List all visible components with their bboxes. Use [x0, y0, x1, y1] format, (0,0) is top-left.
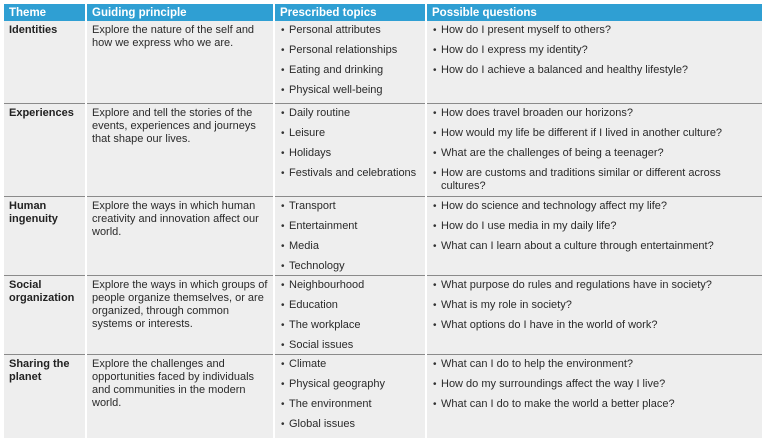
- bullet-icon: •: [281, 399, 285, 411]
- table-row: [4, 276, 762, 355]
- bullet-icon: •: [433, 127, 437, 139]
- header-possible-questions: Possible questions: [426, 4, 762, 21]
- questions-list: [432, 358, 757, 411]
- question-item-text: How do I express my identity?: [441, 44, 588, 56]
- question-item: [432, 299, 757, 312]
- topic-item-text: Transport: [289, 199, 336, 212]
- bullet-icon: •: [281, 147, 285, 159]
- table-row: [4, 355, 762, 438]
- bullet-icon: •: [433, 65, 437, 76]
- topic-item: [280, 127, 420, 140]
- possible-questions-cell: [426, 276, 762, 355]
- topic-item-text: Personal attributes: [289, 24, 381, 36]
- header-theme: Theme: [4, 4, 86, 21]
- topic-item-text: Festivals and celebrations: [289, 166, 417, 179]
- topic-item-text: Entertainment: [289, 219, 358, 232]
- bullet-icon: •: [281, 200, 285, 212]
- bullet-icon: •: [433, 25, 437, 36]
- theme-cell: Sharing the planet: [4, 355, 86, 438]
- bullet-icon: •: [281, 419, 285, 431]
- bullet-icon: •: [281, 107, 285, 119]
- guiding-principle-cell: Explore the nature of the self and how we express who we are.: [86, 21, 274, 103]
- questions-list: [432, 24, 757, 77]
- header-prescribed-topics: Prescribed topics: [274, 4, 426, 21]
- bullet-icon: •: [281, 359, 285, 371]
- question-item-text: How do I use media in my daily life?: [441, 219, 617, 232]
- topic-item: [280, 44, 420, 57]
- topic-item-text: Climate: [289, 358, 327, 371]
- bullet-icon: •: [433, 45, 437, 56]
- question-item-text: What can I learn about a culture through entertainment?: [441, 239, 714, 252]
- topic-item: [280, 220, 420, 233]
- bullet-icon: •: [281, 167, 285, 179]
- question-item-text: How do I achieve a balanced and healthy lifestyle?: [441, 64, 689, 76]
- bullet-icon: •: [433, 107, 437, 119]
- guiding-principle-cell: Explore the ways in which human creativity and innovation affect our world.: [86, 196, 274, 275]
- theme-cell: Social organization: [4, 276, 86, 355]
- bullet-icon: •: [281, 65, 285, 76]
- topic-item-text: Personal relationships: [289, 44, 398, 56]
- bullet-icon: •: [281, 260, 285, 272]
- questions-list: [432, 107, 757, 193]
- bullet-icon: •: [281, 127, 285, 139]
- prescribed-topics-cell: [274, 21, 426, 103]
- question-item-text: What can I do to make the world a better place?: [441, 398, 675, 411]
- question-item-text: How do I present myself to others?: [441, 24, 611, 36]
- header-row: [4, 4, 762, 21]
- topic-item: [280, 319, 420, 332]
- header-guiding-principle: Guiding principle: [86, 4, 274, 21]
- topic-item: [280, 147, 420, 160]
- table-row: [4, 103, 762, 196]
- question-item: [432, 24, 757, 37]
- table-body: [4, 21, 762, 438]
- topic-item-text: Holidays: [289, 146, 332, 159]
- question-item-text: How are customs and traditions similar or different across cultures?: [441, 166, 721, 192]
- topic-item: [280, 107, 420, 120]
- topic-item: [280, 378, 420, 391]
- topic-item: [280, 279, 420, 292]
- themes-table: [4, 4, 762, 438]
- questions-list: [432, 200, 757, 253]
- prescribed-topics-cell: [274, 355, 426, 438]
- bullet-icon: •: [433, 220, 437, 232]
- bullet-icon: •: [433, 200, 437, 212]
- prescribed-topics-cell: [274, 103, 426, 196]
- topic-item-text: Education: [289, 299, 338, 312]
- question-item: [432, 200, 757, 213]
- question-item-text: How would my life be different if I lived in another culture?: [441, 126, 723, 139]
- topic-item: [280, 24, 420, 37]
- topic-item-text: Media: [289, 239, 319, 252]
- topic-item-text: Social issues: [289, 339, 354, 352]
- topic-item: [280, 398, 420, 411]
- bullet-icon: •: [433, 359, 437, 371]
- question-item: [432, 279, 757, 292]
- guiding-principle-cell: Explore the ways in which groups of people organize themselves, or are organized, through common systems or interests.: [86, 276, 274, 355]
- topic-item-text: Daily routine: [289, 106, 351, 119]
- topic-item-text: Technology: [289, 259, 345, 272]
- topic-item: [280, 240, 420, 253]
- prescribed-topics-cell: [274, 196, 426, 275]
- question-item: [432, 127, 757, 140]
- topic-item-text: Global issues: [289, 418, 356, 431]
- topic-item: [280, 339, 420, 352]
- theme-cell: Identities: [4, 21, 86, 103]
- bullet-icon: •: [281, 300, 285, 312]
- table-row: [4, 21, 762, 103]
- topic-item: [280, 260, 420, 273]
- topic-item-text: Physical well-being: [289, 84, 383, 96]
- table-row: [4, 196, 762, 275]
- bullet-icon: •: [433, 147, 437, 159]
- table-header: [4, 4, 762, 21]
- bullet-icon: •: [281, 25, 285, 36]
- topic-item: [280, 64, 420, 77]
- guiding-principle-cell: Explore the challenges and opportunities faced by individuals and communities in the modern world.: [86, 355, 274, 438]
- bullet-icon: •: [281, 340, 285, 352]
- bullet-icon: •: [433, 379, 437, 391]
- bullet-icon: •: [281, 240, 285, 252]
- question-item-text: What can I do to help the environment?: [441, 358, 634, 371]
- possible-questions-cell: [426, 21, 762, 103]
- topic-item: [280, 200, 420, 213]
- topic-item: [280, 84, 420, 97]
- topic-item-text: Eating and drinking: [289, 64, 384, 76]
- question-item: [432, 44, 757, 57]
- bullet-icon: •: [433, 300, 437, 312]
- question-item: [432, 107, 757, 120]
- possible-questions-cell: [426, 196, 762, 275]
- bullet-icon: •: [433, 167, 437, 179]
- questions-list: [432, 279, 757, 332]
- question-item-text: How do science and technology affect my life?: [441, 199, 668, 212]
- bullet-icon: •: [433, 320, 437, 332]
- topic-item-text: Leisure: [289, 126, 326, 139]
- bullet-icon: •: [281, 85, 285, 96]
- question-item: [432, 64, 757, 77]
- guiding-principle-cell: Explore and tell the stories of the events, experiences and journeys that shape our lives.: [86, 103, 274, 196]
- question-item-text: What are the challenges of being a teenager?: [441, 146, 664, 159]
- topic-item-text: Physical geography: [289, 378, 386, 391]
- bullet-icon: •: [281, 280, 285, 292]
- bullet-icon: •: [433, 280, 437, 292]
- bullet-icon: •: [433, 399, 437, 411]
- topic-item: [280, 167, 420, 180]
- question-item-text: What is my role in society?: [441, 299, 572, 312]
- topics-list: [280, 200, 420, 273]
- topics-list: [280, 279, 420, 352]
- question-item-text: How do my surroundings affect the way I live?: [441, 378, 666, 391]
- bullet-icon: •: [281, 45, 285, 56]
- question-item: [432, 358, 757, 371]
- topics-list: [280, 358, 420, 431]
- question-item: [432, 220, 757, 233]
- topics-list: [280, 24, 420, 97]
- topics-list: [280, 107, 420, 180]
- question-item: [432, 398, 757, 411]
- bullet-icon: •: [281, 320, 285, 332]
- theme-cell: Experiences: [4, 103, 86, 196]
- topic-item-text: The workplace: [289, 319, 361, 332]
- question-item: [432, 240, 757, 253]
- question-item: [432, 167, 757, 193]
- bullet-icon: •: [433, 240, 437, 252]
- bullet-icon: •: [281, 220, 285, 232]
- topic-item-text: Neighbourhood: [289, 279, 365, 292]
- question-item: [432, 319, 757, 332]
- question-item-text: What options do I have in the world of work?: [441, 319, 658, 332]
- topic-item: [280, 358, 420, 371]
- topic-item: [280, 299, 420, 312]
- topic-item-text: The environment: [289, 398, 372, 411]
- question-item: [432, 378, 757, 391]
- possible-questions-cell: [426, 355, 762, 438]
- bullet-icon: •: [281, 379, 285, 391]
- question-item: [432, 147, 757, 160]
- prescribed-topics-cell: [274, 276, 426, 355]
- theme-cell: Human ingenuity: [4, 196, 86, 275]
- possible-questions-cell: [426, 103, 762, 196]
- question-item-text: How does travel broaden our horizons?: [441, 106, 634, 119]
- question-item-text: What purpose do rules and regulations have in society?: [441, 279, 712, 292]
- topic-item: [280, 418, 420, 431]
